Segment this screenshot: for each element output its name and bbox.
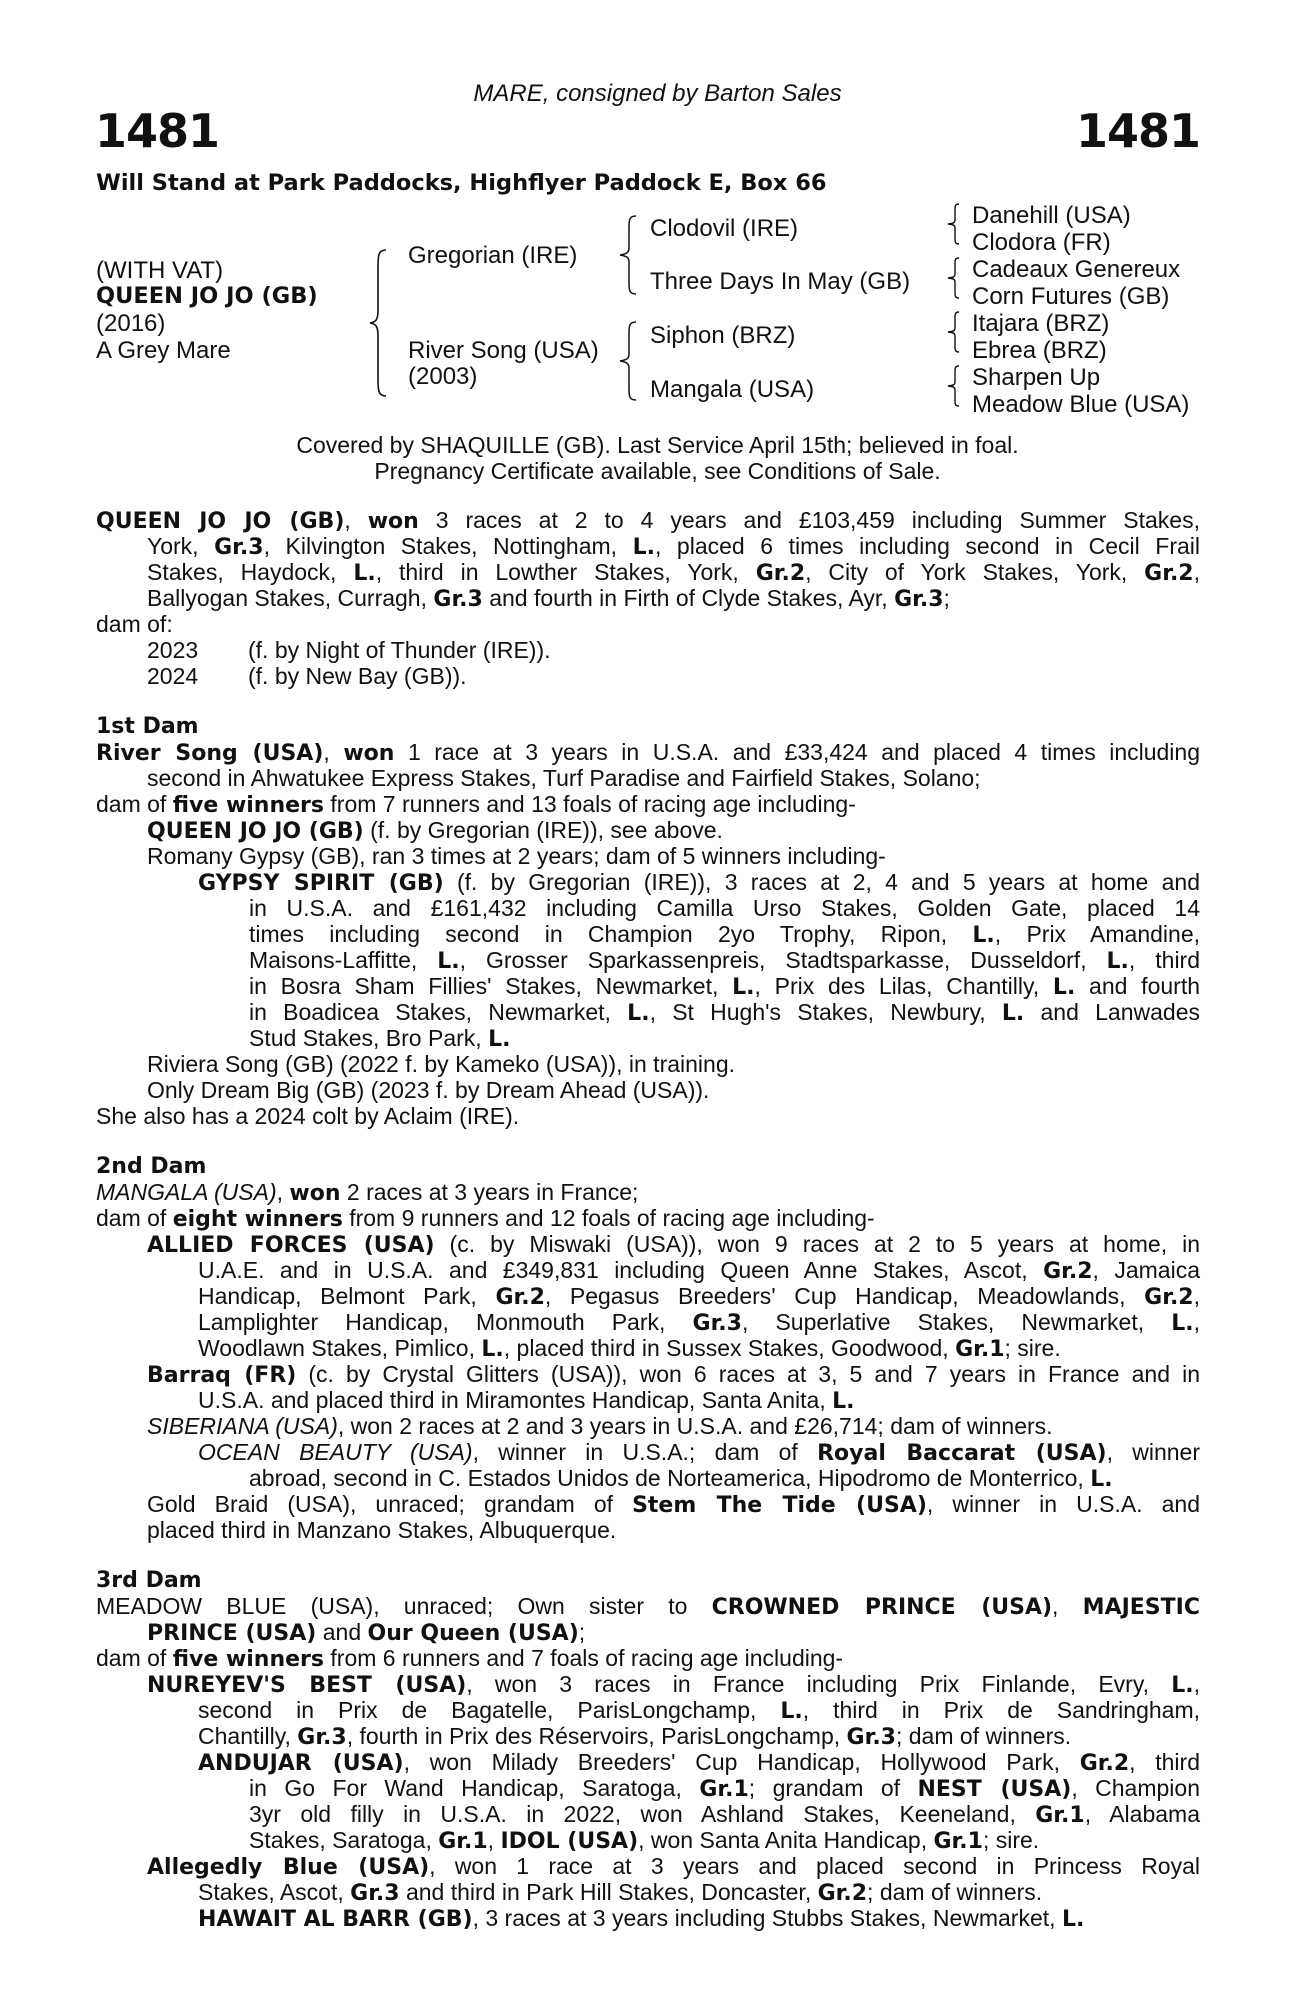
produce-only-dream-big: Only Dream Big (GB) (2023 f. by Dream Ahead (USA)). xyxy=(147,1077,710,1103)
gypsy-line-6: in Boadicea Stakes, Newmarket, L., St Hugh's Stakes, Newbury, L. and Lanwades xyxy=(249,999,1200,1026)
andujar-line-2: in Go For Wand Handicap, Saratoga, Gr.1; grandam of NEST (USA), Champion xyxy=(249,1775,1200,1802)
first-dam-line-3: dam of five winners from 7 runners and 13 foals of racing age including- xyxy=(96,791,856,818)
andujar-line-3: 3yr old filly in U.S.A. in 2022, won Ashland Stakes, Keeneland, Gr.1, Alabama xyxy=(249,1801,1200,1828)
produce-romany-gypsy: Romany Gypsy (GB), ran 3 times at 2 years; dam of 5 winners including- xyxy=(147,843,886,869)
allied-line-3: Handicap, Belmont Park, Gr.2, Pegasus Breeders' Cup Handicap, Meadowlands, Gr.2, xyxy=(198,1283,1200,1310)
sire-dam-name: Three Days In May (GB) xyxy=(650,268,911,295)
dam-name: River Song (USA) xyxy=(408,337,599,364)
horse-name: QUEEN JO JO (GB) xyxy=(96,283,318,309)
allegedly-line-1: Allegedly Blue (USA), won 1 race at 3 years and placed second in Princess Royal xyxy=(147,1853,1200,1880)
produce-2023: (f. by Night of Thunder (IRE)). xyxy=(248,637,551,663)
gold-braid-line-1: Gold Braid (USA), unraced; grandam of Stem The Tide (USA), winner in U.S.A. and xyxy=(147,1491,1200,1518)
barraq-line-1: Barraq (FR) (c. by Crystal Glitters (USA)), won 6 races at 3, 5 and 7 years in France and in xyxy=(147,1361,1200,1388)
intro-line-1: QUEEN JO JO (GB), won 3 races at 2 to 4 years and £103,459 including Summer Stakes, xyxy=(96,507,1200,534)
ancestor-6: Ebrea (BRZ) xyxy=(972,337,1107,364)
intro-line-3: Stakes, Haydock, L., third in Lowther Stakes, York, Gr.2, City of York Stakes, York, Gr.2, xyxy=(147,559,1200,586)
intro-line-2: York, Gr.3, Kilvington Stakes, Nottingham, L., placed 6 times including second in Cecil Frail xyxy=(147,533,1200,560)
stand-location: Will Stand at Park Paddocks, Highflyer Paddock E, Box 66 xyxy=(96,170,827,196)
produce-year-2023: 2023 xyxy=(147,637,199,663)
produce-year-2024: 2024 xyxy=(147,663,199,689)
allied-line-4: Lamplighter Handicap, Monmouth Park, Gr.3, Superlative Stakes, Newmarket, L., xyxy=(198,1309,1201,1336)
dam-year: (2003) xyxy=(408,363,478,390)
third-dam-line-1: MEADOW BLUE (USA), unraced; Own sister to CROWNED PRINCE (USA), MAJESTIC xyxy=(96,1593,1200,1620)
g-brace-2 xyxy=(946,256,962,300)
intro-line-4: Ballyogan Stakes, Curragh, Gr.3 and fourth in Firth of Clyde Stakes, Ayr, Gr.3; xyxy=(147,585,950,612)
allied-line-1: ALLIED FORCES (USA) (c. by Miswaki (USA)), won 9 races at 2 to 5 years at home, in xyxy=(147,1231,1200,1258)
g-brace-4 xyxy=(946,364,962,408)
allied-line-5: Woodlawn Stakes, Pimlico, L., placed third in Sussex Stakes, Goodwood, Gr.1; sire. xyxy=(198,1335,1061,1362)
first-dam-line-2: second in Ahwatukee Express Stakes, Turf Paradise and Fairfield Stakes, Solano; xyxy=(147,765,981,791)
g-brace-1 xyxy=(946,202,962,246)
ocean-line-2: abroad, second in C. Estados Unidos de Norteamerica, Hipodromo de Monterrico, L. xyxy=(249,1465,1113,1492)
allegedly-line-2: Stakes, Ascot, Gr.3 and third in Park Hill Stakes, Doncaster, Gr.2; dam of winners. xyxy=(198,1879,1043,1906)
gypsy-line-2: in U.S.A. and £161,432 including Camilla Urso Stakes, Golden Gate, placed 14 xyxy=(249,895,1200,921)
barraq-line-2: U.S.A. and placed third in Miramontes Handicap, Santa Anita, L. xyxy=(198,1387,855,1414)
produce-2024: (f. by New Bay (GB)). xyxy=(248,663,467,689)
andujar-line-1: ANDUJAR (USA), won Milady Breeders' Cup Handicap, Hollywood Park, Gr.2, third xyxy=(198,1749,1200,1776)
dam-of-label: dam of: xyxy=(96,611,173,637)
produce-riviera-song: Riviera Song (GB) (2022 f. by Kameko (USA)), in training. xyxy=(147,1051,736,1077)
gypsy-line-1: GYPSY SPIRIT (GB) (f. by Gregorian (IRE)), 3 races at 2, 4 and 5 years at home and xyxy=(198,869,1200,896)
consignor-caption: MARE, consigned by Barton Sales xyxy=(473,80,842,107)
gypsy-line-7: Stud Stakes, Bro Park, L. xyxy=(249,1025,511,1052)
nureyev-line-3: Chantilly, Gr.3, fourth in Prix des Réservoirs, ParisLongchamp, Gr.3; dam of winners. xyxy=(198,1723,1072,1750)
produce-queen-jo-jo: QUEEN JO JO (GB) (f. by Gregorian (IRE)), see above. xyxy=(147,817,723,844)
nureyev-line-1: NUREYEV'S BEST (USA), won 3 races in France including Prix Finlande, Evry, L., xyxy=(147,1671,1201,1698)
covering-line: Covered by SHAQUILLE (GB). Last Service April 15th; believed in foal. xyxy=(296,432,1019,458)
ancestor-3: Cadeaux Genereux xyxy=(972,256,1181,283)
ancestor-1: Danehill (USA) xyxy=(972,202,1131,229)
produce-2024-colt: She also has a 2024 colt by Aclaim (IRE). xyxy=(96,1103,520,1129)
g-brace-3 xyxy=(946,310,962,354)
dam-sire-name: Siphon (BRZ) xyxy=(650,322,796,349)
ancestor-8: Meadow Blue (USA) xyxy=(972,391,1190,418)
gypsy-line-3: times including second in Champion 2yo Trophy, Ripon, L., Prix Amandine, xyxy=(249,921,1201,948)
third-dam-heading: 3rd Dam xyxy=(96,1568,202,1593)
allied-line-2: U.A.E. and in U.S.A. and £349,831 including Queen Anne Stakes, Ascot, Gr.2, Jamaica xyxy=(198,1257,1200,1284)
horse-name-ref: QUEEN JO JO (GB) xyxy=(96,509,345,534)
dam-dam-name: Mangala (USA) xyxy=(650,376,815,403)
second-dam-heading: 2nd Dam xyxy=(96,1154,207,1179)
third-dam-line-3: dam of five winners from 6 runners and 7 foals of racing age including- xyxy=(96,1645,844,1672)
gold-braid-line-2: placed third in Manzano Stakes, Albuquerque. xyxy=(147,1517,617,1543)
vat-note: (WITH VAT) xyxy=(96,257,224,284)
sire-name: Gregorian (IRE) xyxy=(408,242,578,269)
sire-sire-name: Clodovil (IRE) xyxy=(650,215,799,242)
horse-description: A Grey Mare xyxy=(96,337,231,364)
ancestor-4: Corn Futures (GB) xyxy=(972,283,1170,310)
pedigree-brace-main xyxy=(368,248,390,398)
horse-year: (2016) xyxy=(96,310,166,337)
third-dam-line-2: PRINCE (USA) and Our Queen (USA); xyxy=(147,1619,586,1646)
dam-brace xyxy=(618,320,640,402)
hawait-line: HAWAIT AL BARR (GB), 3 races at 3 years including Stubbs Stakes, Newmarket, L. xyxy=(198,1905,1085,1932)
andujar-line-4: Stakes, Saratoga, Gr.1, IDOL (USA), won Santa Anita Handicap, Gr.1; sire. xyxy=(249,1827,1040,1854)
gypsy-line-4: Maisons-Laffitte, L., Grosser Sparkassenpreis, Stadtsparkasse, Dusseldorf, L., third xyxy=(249,947,1201,974)
second-dam-line-1: MANGALA (USA), won 2 races at 3 years in France; xyxy=(96,1179,639,1206)
first-dam-heading: 1st Dam xyxy=(96,714,199,739)
ancestor-7: Sharpen Up xyxy=(972,364,1101,391)
lot-number-right: 1481 xyxy=(1075,104,1200,158)
pregnancy-line: Pregnancy Certificate available, see Conditions of Sale. xyxy=(374,458,941,484)
ocean-line-1: OCEAN BEAUTY (USA), winner in U.S.A.; dam of Royal Baccarat (USA), winner xyxy=(198,1439,1200,1466)
ancestor-5: Itajara (BRZ) xyxy=(972,310,1110,337)
siberiana-line: SIBERIANA (USA), won 2 races at 2 and 3 years in U.S.A. and £26,714; dam of winners. xyxy=(147,1413,1053,1439)
ancestor-2: Clodora (FR) xyxy=(972,229,1111,256)
lot-number-left: 1481 xyxy=(95,104,220,158)
nureyev-line-2: second in Prix de Bagatelle, ParisLongchamp, L., third in Prix de Sandringham, xyxy=(198,1697,1200,1724)
first-dam-line-1: River Song (USA), won 1 race at 3 years in U.S.A. and £33,424 and placed 4 times including xyxy=(96,739,1201,766)
second-dam-line-2: dam of eight winners from 9 runners and 12 foals of racing age including- xyxy=(96,1205,875,1232)
sire-brace xyxy=(618,214,640,296)
gypsy-line-5: in Bosra Sham Fillies' Stakes, Newmarket, L., Prix des Lilas, Chantilly, L. and fourth xyxy=(249,973,1200,1000)
